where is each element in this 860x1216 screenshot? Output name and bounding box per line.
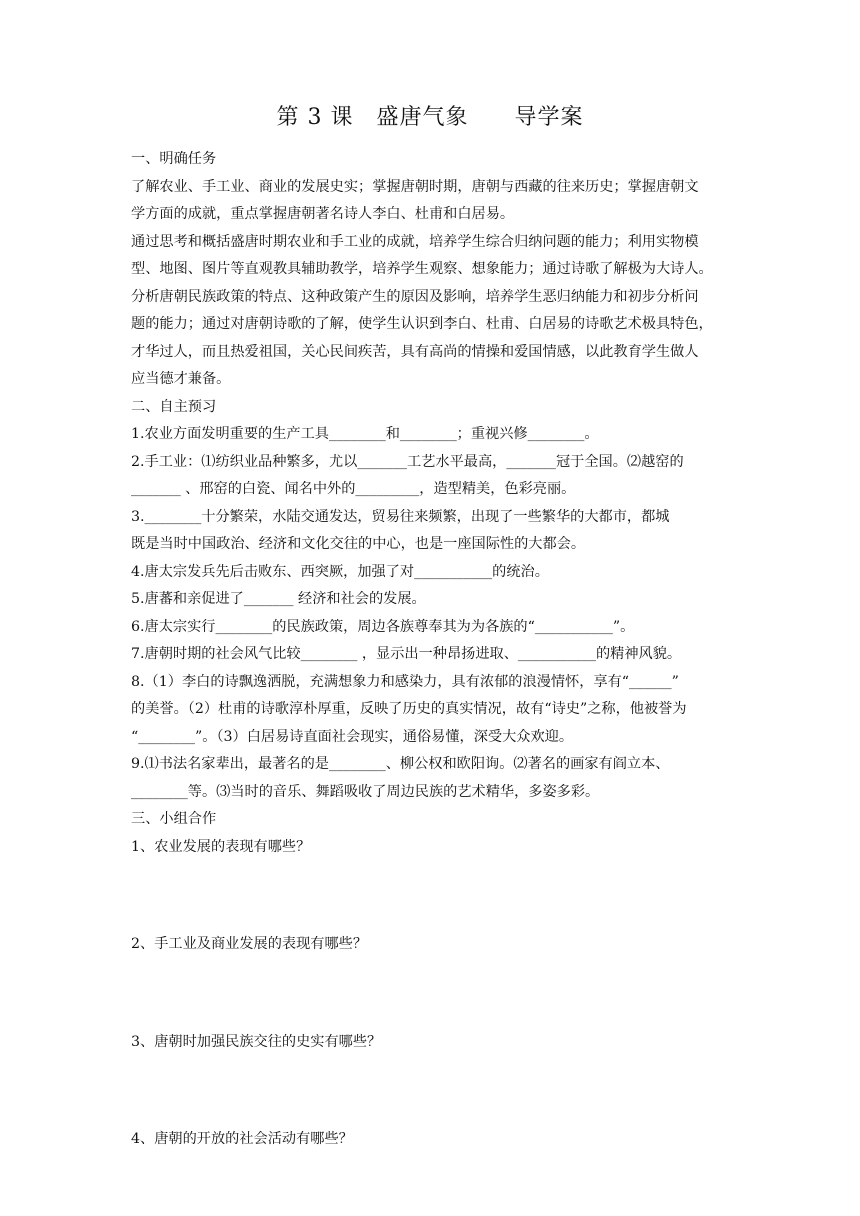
task-paragraph-line: 型、地图、图片等直观教具辅助教学，培养学生观察、想象能力；通过诗歌了解极为大诗人。 [131,261,713,277]
question-line: 既是当时中国政治、经济和文化交往的中心，也是一座国际性的大都会。 [131,536,586,552]
question-line: 3.________十分繁荣，水陆交通发达，贸易往来频繁，出现了一些繁华的大都市，都城 [131,508,670,525]
document-body [131,146,731,1154]
question-line: “________”。（3）白居易诗直面社会现实，通俗易懂，深受大众欢迎。 [131,728,574,745]
question-line: 6.唐太宗实行________的民族政策，周边各族尊奉其为为各族的“___________”。 [131,618,635,635]
section-heading: 二、自主预习 [131,398,217,415]
group-question: 3、唐朝时加强民族交往的史实有哪些？ [131,1033,382,1050]
question-line: 8.（1）李白的诗飘逸洒脱，充满想象力和感染力，具有浓郁的浪漫情怀，享有“______” [131,673,679,690]
question-line: _______ 、邢窑的白瓷、闻名中外的_________，造型精美，色彩亮丽。 [131,481,576,497]
answer-space [131,1056,731,1126]
question-line: 4.唐太宗发兵先后击败东、西突厥，加强了对___________的统治。 [131,563,549,580]
question-line: 7.唐朝时期的社会风气比较________ ，显示出一种昂扬进取、___________的精神风貌。 [131,646,682,662]
group-question: 2、手工业及商业发展的表现有哪些？ [131,936,368,952]
question-line: ________等。⑶当时的音乐、舞蹈吸收了周边民族的艺术精华，多姿多彩。 [131,783,600,800]
question-line: 9.⑴书法名家辈出，最著名的是________、柳公权和欧阳询。⑵著名的画家有阎立本、 [131,756,670,772]
page-title: 第 3 课 盛唐气象 导学案 [276,105,584,130]
section-heading: 三、小组合作 [131,811,217,827]
question-line: 5.唐蕃和亲促进了_______ 经济和社会的发展。 [131,591,426,607]
question-line: 2.手工业：⑴纺织业品种繁多，尤以_______工艺水平最高，_______冠于全国。⑵越窑的 [131,453,684,470]
question-line: 1.农业方面发明重要的生产工具________和________；重视兴修________。 [131,426,599,442]
question-line: 的美誉。（2）杜甫的诗歌淳朴厚重，反映了历史的真实情况，故有“诗史”之称，他被誉为 [131,701,687,717]
task-paragraph-line: 才华过人，而且热爱祖国，关心民间疾苦，具有高尚的情操和爱国情感，以此教育学生做人 [131,343,699,360]
group-question: 4、唐朝的开放的社会活动有哪些？ [131,1131,353,1147]
answer-space [131,959,731,1029]
task-paragraph-line: 学方面的成就，重点掌握唐朝著名诗人李白、杜甫和白居易。 [131,206,515,222]
task-paragraph-line: 题的能力；通过对唐朝诗歌的了解，使学生认识到李白、杜甫、白居易的诗歌艺术极具特色， [131,316,713,332]
section-heading: 一、明确任务 [131,151,217,167]
answer-space [131,861,731,931]
task-paragraph-line: 应当德才兼备。 [131,371,231,387]
task-paragraph-line: 了解农业、手工业、商业的发展史实；掌握唐朝时期，唐朝与西藏的往来历史；掌握唐朝文 [131,178,699,195]
task-paragraph-line: 分析唐朝民族政策的特点、这种政策产生的原因及影响，培养学生恶归纳能力和初步分析问 [131,288,699,305]
group-question: 1、农业发展的表现有哪些？ [131,838,311,855]
task-paragraph-line: 通过思考和概括盛唐时期农业和手工业的成就，培养学生综合归纳问题的能力；利用实物模 [131,233,699,250]
